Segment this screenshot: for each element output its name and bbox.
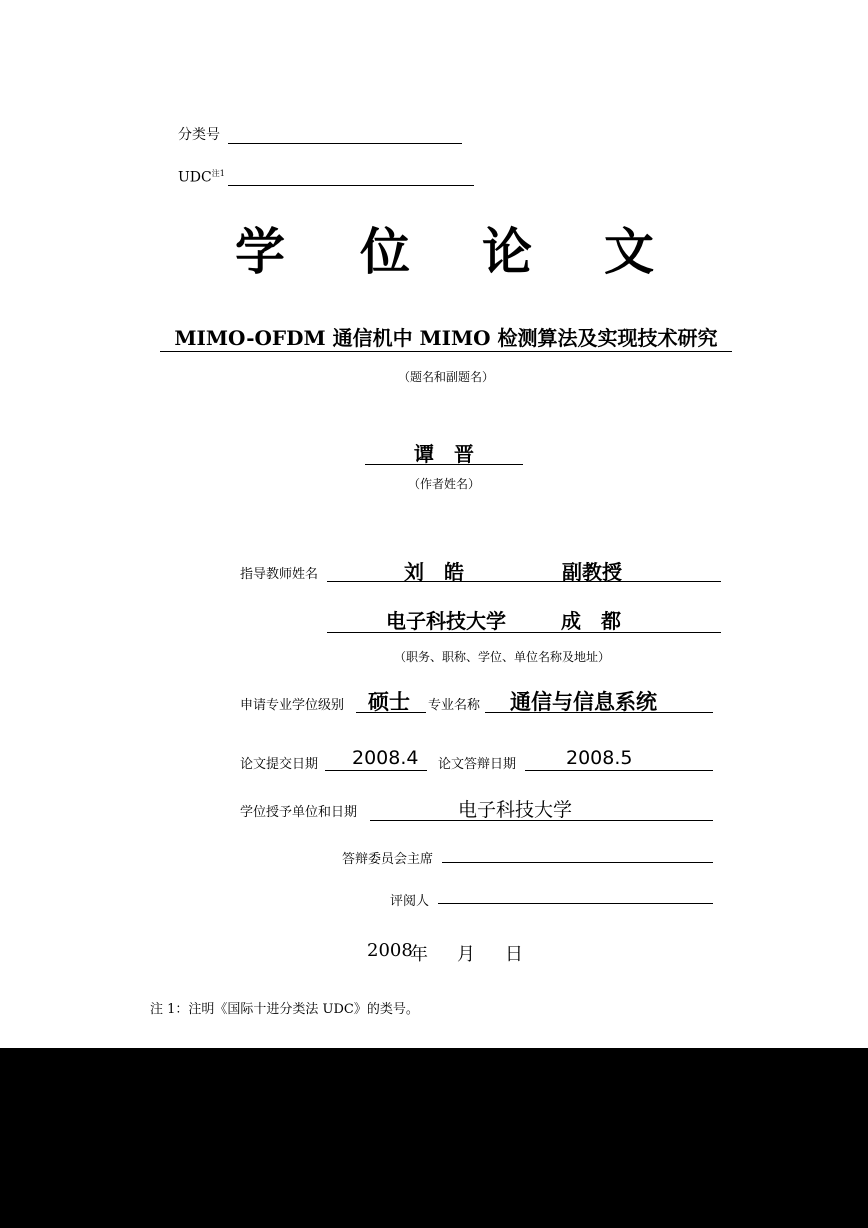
- reviewer-line: [438, 903, 713, 904]
- author-caption: （作者姓名）: [407, 477, 480, 491]
- major-line: [485, 712, 713, 713]
- degree-level-label: 申请专业学位级别: [240, 698, 345, 713]
- major-label: 专业名称: [428, 698, 481, 713]
- udc-line: [228, 185, 474, 186]
- sign-date-year: 2008: [367, 940, 413, 961]
- advisor-city: 成 都: [561, 609, 621, 633]
- doc-type-char-4: 文: [604, 222, 654, 281]
- submit-date: 2008.4: [352, 747, 419, 769]
- sign-date-year-unit: 年: [410, 944, 428, 965]
- submit-date-label: 论文提交日期: [240, 757, 319, 772]
- udc-label: UDC$^{注1}$: [178, 169, 225, 186]
- advisor-institution-line: [327, 632, 721, 633]
- degree-level: 硕士: [368, 689, 410, 714]
- grant-value: 电子科技大学: [458, 799, 573, 821]
- advisor-title: 副教授: [562, 560, 622, 584]
- advisor-caption: （职务、职称、学位、单位名称及地址）: [394, 650, 611, 664]
- defense-date-line: [525, 770, 713, 771]
- grant-label: 学位授予单位和日期: [240, 805, 358, 820]
- doc-type-char-3: 论: [482, 222, 532, 281]
- defense-date-label: 论文答辩日期: [438, 757, 517, 772]
- advisor-line: [327, 581, 721, 582]
- committee-chair-label: 答辩委员会主席: [342, 852, 434, 867]
- udc-note-mark: 注1: [211, 169, 225, 178]
- major-name: 通信与信息系统: [510, 689, 657, 714]
- submit-date-line: [325, 770, 427, 771]
- advisor-institution: 电子科技大学: [386, 609, 506, 633]
- author-name: 谭 晋: [414, 442, 474, 466]
- advisor-name: 刘 皓: [404, 560, 464, 584]
- sign-date-month-unit: 月: [457, 944, 475, 965]
- classification-label: 分类号: [178, 127, 220, 143]
- footnote: 注 1：注明《国际十进分类法 UDC》的类号。: [150, 1002, 419, 1017]
- scan-bottom-band: [0, 1048, 868, 1228]
- grant-line: [370, 820, 713, 821]
- sign-date-day-unit: 日: [505, 944, 523, 965]
- thesis-title: MIMO-OFDM 通信机中 MIMO 检测算法及实现技术研究: [174, 326, 718, 350]
- thesis-title-caption: （题名和副题名）: [397, 370, 494, 384]
- advisor-label: 指导教师姓名: [240, 567, 319, 582]
- reviewer-label: 评阅人: [390, 894, 430, 909]
- author-line: [365, 464, 523, 465]
- thesis-title-line: [160, 351, 732, 352]
- classification-line: [228, 143, 462, 144]
- degree-level-line: [356, 712, 426, 713]
- doc-type-char-1: 学: [235, 222, 285, 281]
- defense-date: 2008.5: [566, 747, 633, 769]
- committee-chair-line: [442, 862, 713, 863]
- doc-type-char-2: 位: [360, 222, 410, 281]
